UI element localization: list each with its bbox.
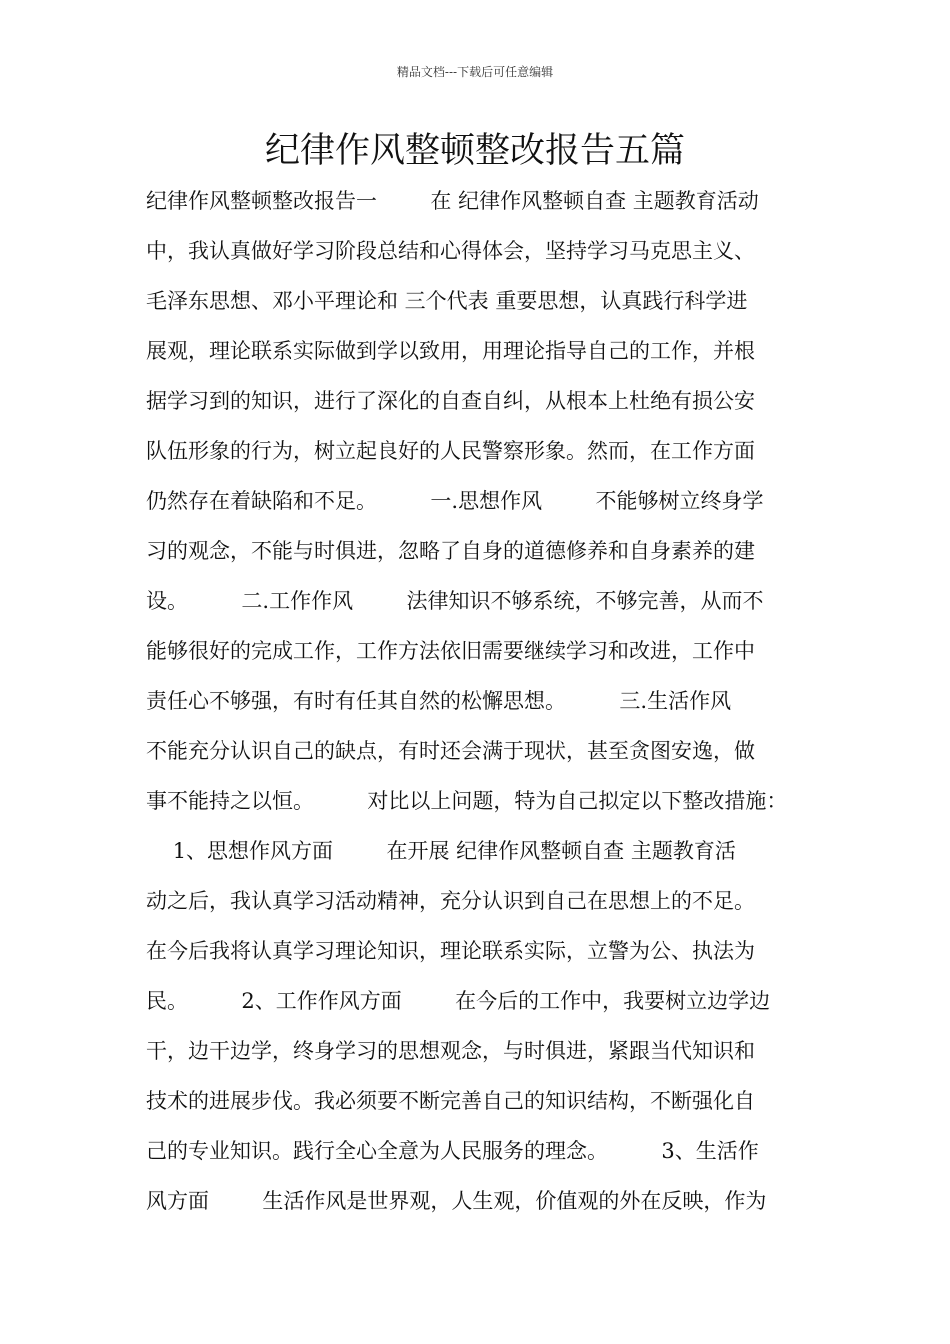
body-line: 己的专业知识。践行全心全意为人民服务的理念。 3、生活作 xyxy=(146,1139,759,1163)
body-line: 在今后我将认真学习理论知识，理论联系实际，立警为公、执法为 xyxy=(146,939,755,963)
page-header: 精品文档---下载后可任意编辑 xyxy=(396,65,554,79)
body-line: 事不能持之以恒。 对比以上问题，特为自己拟定以下整改措施： xyxy=(146,789,788,813)
body-line: 队伍形象的行为，树立起良好的人民警察形象。然而，在工作方面 xyxy=(146,439,755,463)
body-line: 动之后，我认真学习活动精神，充分认识到自己在思想上的不足。 xyxy=(146,889,755,913)
body-line: 责任心不够强，有时有任其自然的松懈思想。 三.生活作风 xyxy=(146,689,732,713)
body-line: 能够很好的完成工作，工作方法依旧需要继续学习和改进，工作中 xyxy=(146,639,755,663)
document-title: 纪律作风整顿整改报告五篇 xyxy=(264,131,685,171)
body-line: 风方面 生活作风是世界观，人生观，价值观的外在反映，作为 xyxy=(146,1189,767,1213)
body-line: 习的观念，不能与时俱进，忽略了自身的道德修养和自身素养的建 xyxy=(146,539,755,563)
body-line: 技术的进展步伐。我必须要不断完善自己的知识结构，不断强化自 xyxy=(146,1089,755,1113)
body-line: 干，边干边学，终身学习的思想观念，与时俱进，紧跟当代知识和 xyxy=(146,1039,755,1063)
body-line: 不能充分认识自己的缺点，有时还会满于现状，甚至贪图安逸，做 xyxy=(146,739,755,763)
document-body xyxy=(146,176,826,1226)
body-line: 设。 二.工作作风 法律知识不够系统，不够完善，从而不 xyxy=(146,589,764,613)
body-line: 毛泽东思想、邓小平理论和 三个代表 重要思想，认真践行科学进 xyxy=(146,289,748,313)
body-line: 展观，理论联系实际做到学以致用，用理论指导自己的工作，并根 xyxy=(146,339,755,363)
body-line: 民。 2、工作作风方面 在今后的工作中，我要树立边学边 xyxy=(146,989,771,1013)
body-line: 纪律作风整顿整改报告一 在 纪律作风整顿自查 主题教育活动 xyxy=(146,189,759,213)
body-line: 据学习到的知识，进行了深化的自查自纠，从根本上杜绝有损公安 xyxy=(146,389,755,413)
body-line: 1、思想作风方面 在开展 纪律作风整顿自查 主题教育活 xyxy=(146,839,736,863)
body-line: 仍然存在着缺陷和不足。 一.思想作风 不能够树立终身学 xyxy=(146,489,764,513)
body-line: 中，我认真做好学习阶段总结和心得体会，坚持学习马克思主义、 xyxy=(146,239,755,263)
